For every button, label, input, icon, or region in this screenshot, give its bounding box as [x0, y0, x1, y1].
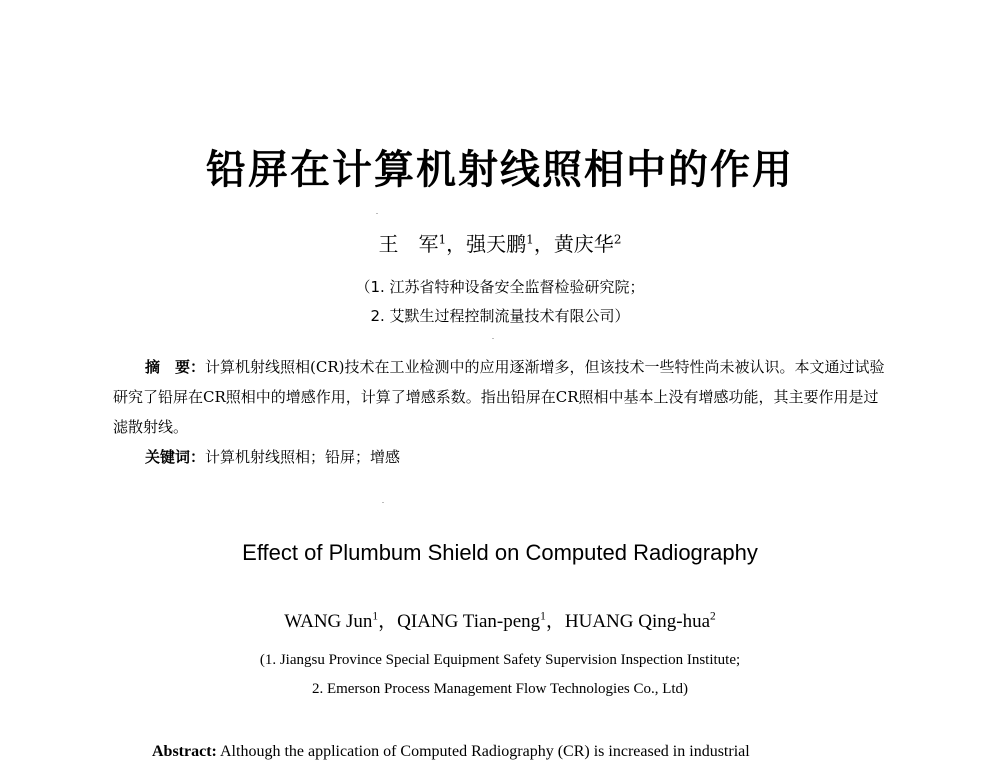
abstract-en-text: Although the application of Computed Radiography (CR) is increased in industrial: [220, 743, 750, 760]
abstract-cn-label: 摘 要：: [145, 358, 206, 376]
affiliation-cn-1: （1. 江苏省特种设备安全监督检验研究院；: [355, 278, 645, 296]
scan-speck: [492, 338, 494, 339]
keywords-cn-label: 关键词：: [145, 448, 206, 466]
author-3-name-en: HUANG Qing-hua: [564, 611, 711, 632]
abstract-cn-text: 计算机射线照相(CR)技术在工业检测中的应用逐渐增多，但该技术一些特性尚未被认识。本文通过试验研究了铅屏在CR照相中的增感作用，计算了增感系数。指出铅屏在CR照相中基本上没有增感功能，其主要作用是过滤散射线。: [113, 358, 885, 436]
author-separator-en: ，: [378, 611, 398, 632]
title-english: Effect of Plumbum Shield on Computed Radiography: [242, 540, 758, 565]
affiliation-en-1: (1. Jiangsu Province Special Equipment Safety Supervision Inspection Institute;: [259, 652, 741, 668]
abstract-en-label: Abstract:: [152, 743, 217, 760]
author-3-affiliation-mark-en: 2: [710, 610, 716, 623]
keywords-chinese: [145, 446, 400, 467]
author-1-name: 王 军: [378, 232, 439, 256]
title-chinese: 铅屏在计算机射线照相中的作用: [206, 147, 794, 193]
keywords-cn-text: 计算机射线照相；铅屏；增感: [205, 448, 401, 466]
scan-speck: [376, 213, 378, 214]
author-3-affiliation-mark: 2: [613, 232, 622, 247]
author-1-name-en: WANG Jun: [284, 611, 373, 632]
author-2-affiliation-mark-en: 1: [540, 610, 546, 623]
abstract-chinese: [113, 352, 893, 442]
author-2-affiliation-mark: 1: [526, 232, 534, 247]
author-3-name: 黄庆华: [553, 232, 614, 256]
author-2-name: 强天鹏: [466, 232, 527, 256]
author-separator-en: ，: [545, 611, 565, 632]
abstract-english: [152, 743, 897, 761]
authors-chinese: [0, 228, 1000, 257]
author-1-affiliation-mark-en: 1: [372, 610, 379, 623]
affiliation-en-2: 2. Emerson Process Management Flow Technologies Co., Ltd): [311, 681, 689, 697]
author-2-name-en: QIANG Tian-peng: [397, 611, 541, 632]
authors-english: [0, 606, 1000, 633]
scan-speck: [382, 502, 384, 503]
affiliation-cn-2: 2. 艾默生过程控制流量技术有限公司）: [370, 307, 630, 325]
author-separator: ，: [446, 232, 467, 256]
author-separator: ，: [533, 232, 554, 256]
author-1-affiliation-mark: 1: [438, 232, 447, 247]
